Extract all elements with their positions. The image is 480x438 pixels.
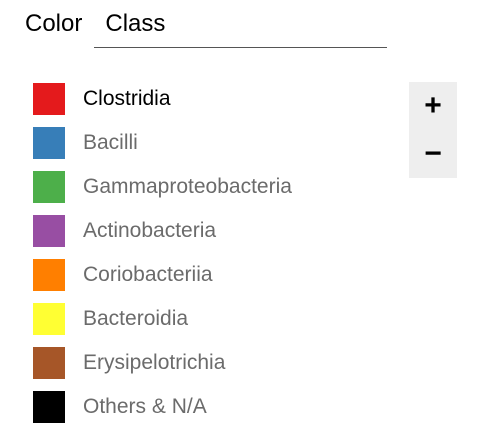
legend-item[interactable] (33, 297, 353, 341)
legend-label: Coriobacteriia (83, 263, 213, 286)
legend-item[interactable] (33, 341, 353, 385)
zoom-out-button[interactable] (409, 130, 457, 178)
legend-label: Others & N/A (83, 395, 207, 418)
legend-list (33, 77, 353, 429)
legend-swatch (33, 391, 65, 423)
legend-item[interactable] (33, 253, 353, 297)
color-by-selected-value: Class (105, 10, 166, 37)
legend-label: Clostridia (83, 87, 171, 110)
plus-icon: + (424, 89, 442, 122)
legend-swatch (33, 171, 65, 203)
legend-item[interactable] (33, 165, 353, 209)
legend-item[interactable] (33, 385, 353, 429)
legend-label: Erysipelotrichia (83, 351, 226, 374)
legend-label: Bacteroidia (83, 307, 189, 330)
legend-swatch (33, 215, 65, 247)
legend-label: Actinobacteria (83, 219, 217, 242)
legend-label: Bacilli (83, 131, 138, 154)
legend-swatch (33, 259, 65, 291)
zoom-controls (409, 82, 457, 178)
legend-swatch (33, 83, 65, 115)
legend-item[interactable] (33, 77, 353, 121)
legend-swatch (33, 303, 65, 335)
minus-icon: − (424, 137, 442, 170)
legend-swatch (33, 347, 65, 379)
color-label: Color (25, 10, 83, 37)
legend-item[interactable] (33, 121, 353, 165)
color-by-select[interactable] (94, 8, 387, 48)
zoom-in-button[interactable] (409, 82, 457, 130)
color-by-control (25, 8, 387, 52)
legend-swatch (33, 127, 65, 159)
legend-label: Gammaproteobacteria (83, 175, 292, 198)
legend-item[interactable] (33, 209, 353, 253)
